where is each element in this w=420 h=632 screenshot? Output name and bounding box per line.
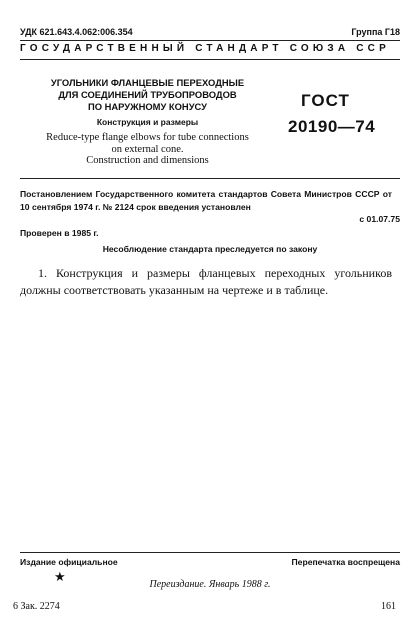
title-block-rule — [20, 178, 400, 179]
reedition-note: Переиздание. Январь 1988 г. — [149, 579, 271, 590]
title-ru-line-2: ДЛЯ СОЕДИНЕНИЙ ТРУБОПРОВОДОВ — [58, 89, 237, 100]
standard-subtitle-ru: Конструкция и размеры — [96, 117, 199, 127]
reprint-prohibited: Перепечатка воспрещена — [291, 557, 400, 567]
title-en-line-2: on external cone. — [111, 143, 184, 155]
udk-code: УДК 621.643.4.062:006.354 — [20, 27, 133, 37]
state-standard-heading: ГОСУДАРСТВЕННЫЙ СТАНДАРТ СОЮЗА ССР — [20, 43, 390, 54]
title-ru-line-3: ПО НАРУЖНОМУ КОНУСУ — [87, 101, 207, 112]
official-edition: Издание официальное — [20, 557, 118, 567]
header-bottom-rule — [20, 59, 400, 60]
group-code: Группа Г18 — [351, 27, 400, 37]
page-number: 161 — [381, 601, 396, 612]
gost-label: ГОСТ — [301, 91, 350, 110]
checked-note: Проверен в 1985 г. — [20, 228, 99, 238]
law-notice: Несоблюдение стандарта преследуется по закону — [102, 244, 318, 254]
title-ru-line-1: УГОЛЬНИКИ ФЛАНЦЕВЫЕ ПЕРЕХОДНЫЕ — [50, 77, 245, 88]
header-top-rule — [20, 40, 400, 41]
standard-title-ru — [20, 77, 275, 113]
footer-rule — [20, 552, 400, 553]
gost-number: 20190—74 — [288, 117, 376, 136]
paragraph-1: 1. Конструкция и размеры фланцевых переходных угольников должны соответствовать указанным на чертеже и в таблице. — [20, 266, 392, 297]
title-en-line-1: Reduce-type flange elbows for tube connections — [46, 132, 249, 143]
title-en-line-3: Construction and dimensions — [86, 155, 209, 166]
introduction-date: с 01.07.75 — [359, 214, 400, 224]
decree-text: Постановлением Государственного комитета стандартов Совета Министров СССР от 10 сентября 1974 г. № 2124 срок введения установлен — [20, 189, 392, 212]
standard-title-en — [20, 132, 275, 167]
order-number: 6 Зак. 2274 — [13, 601, 60, 612]
star-icon: ★ — [54, 569, 66, 584]
